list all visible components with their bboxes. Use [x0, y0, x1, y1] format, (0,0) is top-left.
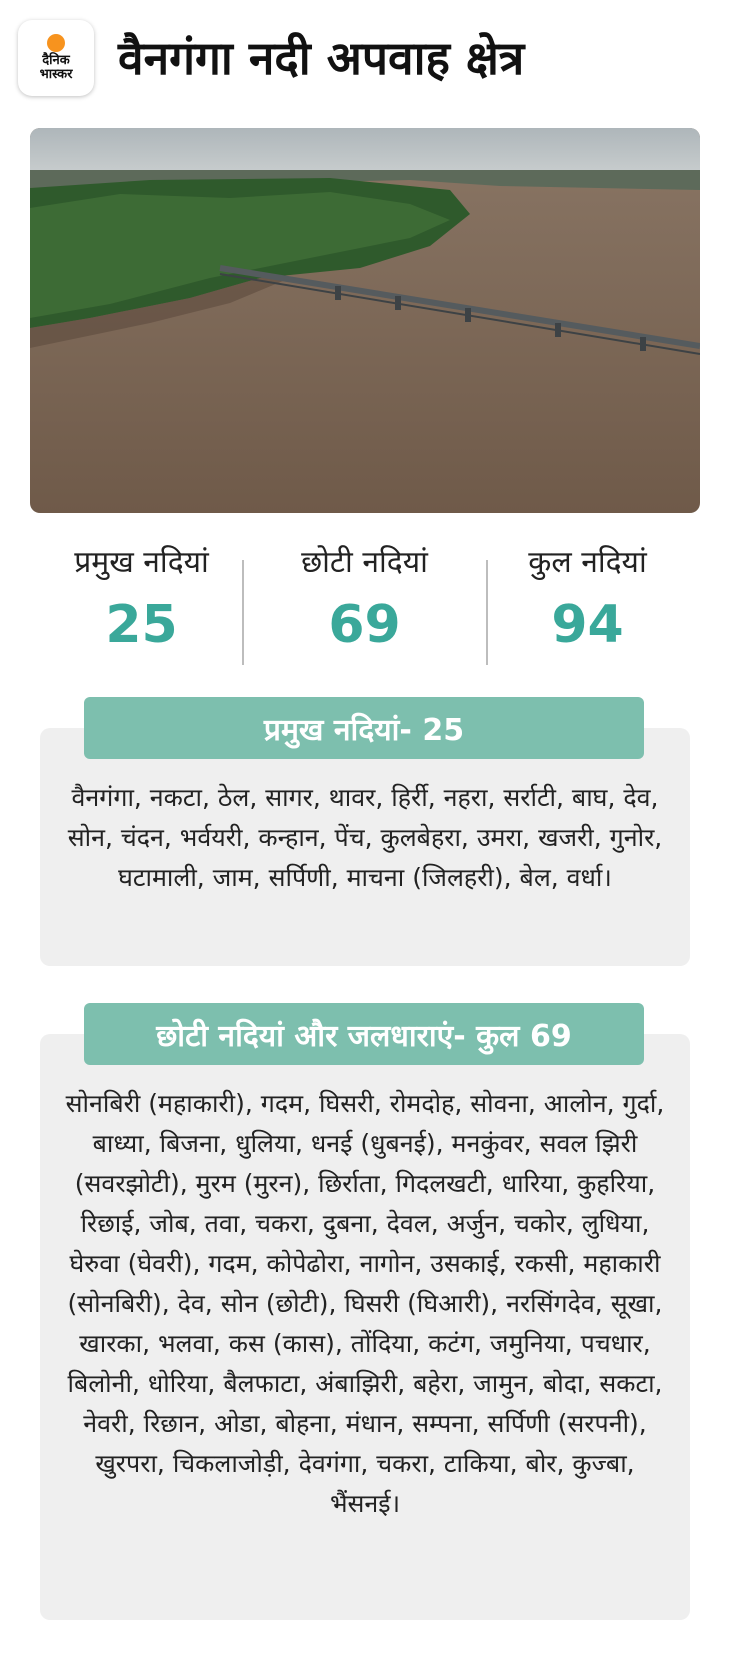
stat-total-rivers — [476, 540, 699, 655]
stat-label: प्रमुख नदियां — [74, 545, 209, 580]
sun-icon — [47, 34, 65, 52]
stat-label: कुल नदियां — [528, 545, 647, 580]
stat-minor-rivers — [253, 540, 476, 655]
header — [18, 18, 712, 98]
major-rivers-box — [40, 728, 690, 966]
stat-value: 69 — [328, 595, 401, 655]
river-stats — [30, 540, 700, 680]
stat-value: 25 — [105, 595, 178, 655]
dainik-bhaskar-logo[interactable] — [18, 20, 94, 96]
major-rivers-heading: प्रमुख नदियां- 25 — [84, 697, 644, 759]
stat-major-rivers — [30, 540, 253, 655]
major-rivers-list: वैनगंगा, नकटा, ठेल, सागर, थावर, हिर्री, नहरा, सर्राटी, बाघ, देव, सोन, चंदन, भर्वयरी, कन्हान, पेंच, कुलबेहरा, उमरा, खजरी, गुनोर, घटामाली, जाम, सर्पिणी, माचना (जिलहरी), बेल, वर्धा। — [67, 783, 663, 892]
minor-rivers-box — [40, 1034, 690, 1620]
stat-value: 94 — [551, 595, 624, 655]
minor-rivers-list: सोनबिरी (महाकारी), गदम, घिसरी, रोमदोह, सोवना, आलोन, गुर्दा, बाध्या, बिजना, धुलिया, धनई (धुबनई), मनकुंवर, सवल झिरी (सवरझोटी), मुरम (मुरन), छिर्राता, गिदलखटी, धारिया, कुहरिया, रिछाई, जोब, तवा, चकरा, दुबना, देवल, अर्जुन, चकोर, लुधिया, घेरुवा (घेवरी), गदम, कोपेढोरा, नागोन, उसकाई, रकसी, महाकारी (सोनबिरी), देव, सोन (छोटी), घिसरी (घिआरी), नरसिंगदेव, सूखा, खारका, भलवा, कस (कास), तोंदिया, कटंग, जमुनिया, पचधार, बिलोनी, धोरिया, बैलफाटा, अंबाझिरी, बहेरा, जामुन, बोदा, सकटा, नेवरी, रिछान, ओडा, बोहना, मंधान, सम्पना, सर्पिणी (सरपनी), खुरपरा, चिकलाजोड़ी, देवगंगा, चकरा, टाकिया, बोर, कुज्बा, भैंसनई। — [65, 1089, 665, 1518]
page-title: वैनगंगा नदी अपवाह क्षेत्र — [118, 31, 525, 85]
river-bridge-photo — [30, 128, 700, 513]
stat-label: छोटी नदियां — [301, 545, 428, 580]
aerial-photo-image — [30, 128, 700, 513]
logo-text: दैनिक भास्कर — [39, 53, 73, 82]
stat-divider — [242, 560, 244, 665]
minor-rivers-heading: छोटी नदियां और जलधाराएं- कुल 69 — [84, 1003, 644, 1065]
